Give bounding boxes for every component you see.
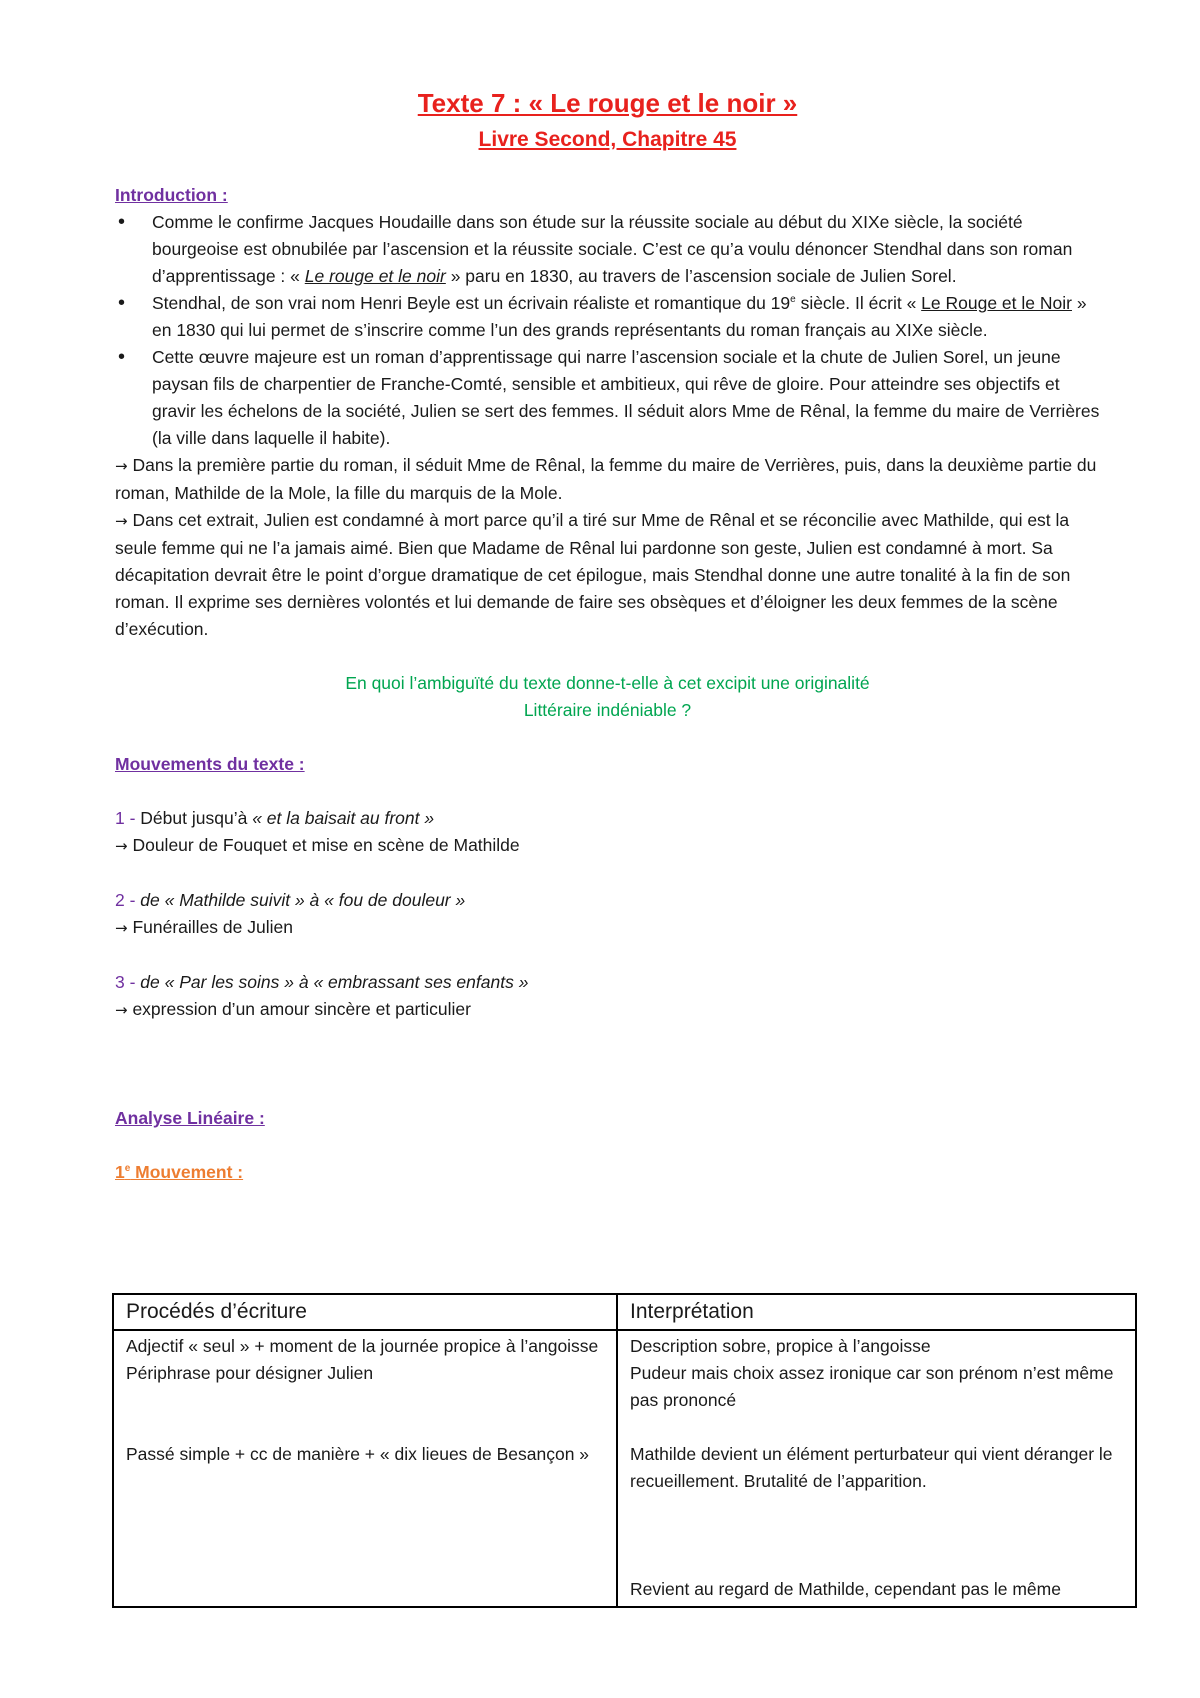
- movement-heading: 1e Mouvement :: [115, 1162, 244, 1182]
- analysis-heading: Analyse Linéaire :: [115, 1108, 265, 1128]
- movement-item: 1 - Début jusqu’à « et la baisait au front » → Douleur de Fouquet et mise en scène de Mathilde: [115, 808, 520, 855]
- column-header: Procédés d’écriture: [113, 1294, 617, 1330]
- table-header-row: [113, 1294, 1136, 1330]
- document-title: Texte 7 : « Le rouge et le noir »: [417, 88, 798, 118]
- list-item: • Stendhal, de son vrai nom Henri Beyle est un écrivain réaliste et romantique du 19e siècle. Il écrit « Le Rouge et le Noir » en 1830 qui lui permet de s’inscrire comme l’un des grands représentants du roman français au XIXe siècle.: [152, 290, 1100, 344]
- problematic-question: En quoi l’ambiguïté du texte donne-t-elle à cet excipit une originalité Littéraire indéniable ?: [345, 673, 870, 720]
- intro-paragraph: → Dans cet extrait, Julien est condamné à mort parce qu’il a tiré sur Mme de Rênal et se réconcilie avec Mathilde, qui est la seule femme qui ne l’a jamais aimé. Bien que Madame de Rênal lui pardonne son geste, Julien est condamné à mort. Sa décapitation devrait être le point d’orgue dramatique de cet épilogue, mais Stendhal donne une autre tonalité à la fin de son roman. Il exprime ses dernières volontés et lui demande de faire ses obsèques et d’éloigner les deux femmes de la scène d’exécution.: [115, 510, 1071, 639]
- intro-paragraph: → Dans la première partie du roman, il séduit Mme de Rênal, la femme du maire de Verrières, puis, dans la deuxième partie du roman, Mathilde de la Mole, la fille du marquis de la Mole.: [115, 455, 1097, 503]
- movements-heading: Mouvements du texte :: [115, 754, 305, 774]
- arrow-right-icon: →: [115, 1001, 128, 1019]
- book-title: Le Rouge et le Noir: [921, 293, 1072, 313]
- column-header: Interprétation: [617, 1294, 1136, 1330]
- introduction-list: [115, 209, 1100, 452]
- arrow-right-icon: →: [115, 919, 128, 937]
- table-cell: Adjectif « seul » + moment de la journée propice à l’angoisse Périphrase pour désigner Julien Passé simple + cc de manière + « dix lieues de Besançon »: [113, 1330, 617, 1607]
- analysis-table: [112, 1293, 1137, 1608]
- movement-item: 2 - de « Mathilde suivit » à « fou de douleur » → Funérailles de Julien: [115, 890, 466, 937]
- book-title: Le rouge et le noir: [304, 266, 446, 286]
- arrow-right-icon: →: [115, 512, 128, 530]
- list-item: • Cette œuvre majeure est un roman d’apprentissage qui narre l’ascension sociale et la chute de Julien Sorel, un jeune paysan fils de charpentier de Franche-Comté, sensible et ambitieux, qui rêve de gloire. Pour atteindre ses objectifs et gravir les échelons de la société, Julien se sert des femmes. Il séduit alors Mme de Rênal, la femme du maire de Verrières (la ville dans laquelle il habite).: [152, 344, 1100, 452]
- introduction-heading: Introduction :: [115, 185, 228, 205]
- movement-item: 3 - de « Par les soins » à « embrassant ses enfants » → expression d’un amour sincère et particulier: [115, 972, 529, 1019]
- list-item: • Comme le confirme Jacques Houdaille dans son étude sur la réussite sociale au début du XIXe siècle, la société bourgeoise est obnubilée par l’ascension et la réussite sociale. C’est ce qu’a voulu dénoncer Stendhal dans son roman d’apprentissage : « Le rouge et le noir » paru en 1830, au travers de l’ascension sociale de Julien Sorel.: [152, 209, 1100, 290]
- table-row: [113, 1330, 1136, 1607]
- arrow-right-icon: →: [115, 837, 128, 855]
- table-cell: Description sobre, propice à l’angoisse Pudeur mais choix assez ironique car son prénom n’est même pas prononcé Mathilde devient un élément perturbateur qui vient déranger le recueillement. Brutalité de l’apparition. Revient au regard de Mathilde, cependant pas le même: [617, 1330, 1136, 1607]
- document-page: [115, 85, 1100, 1186]
- document-subtitle: Livre Second, Chapitre 45: [478, 128, 737, 151]
- arrow-right-icon: →: [115, 457, 128, 475]
